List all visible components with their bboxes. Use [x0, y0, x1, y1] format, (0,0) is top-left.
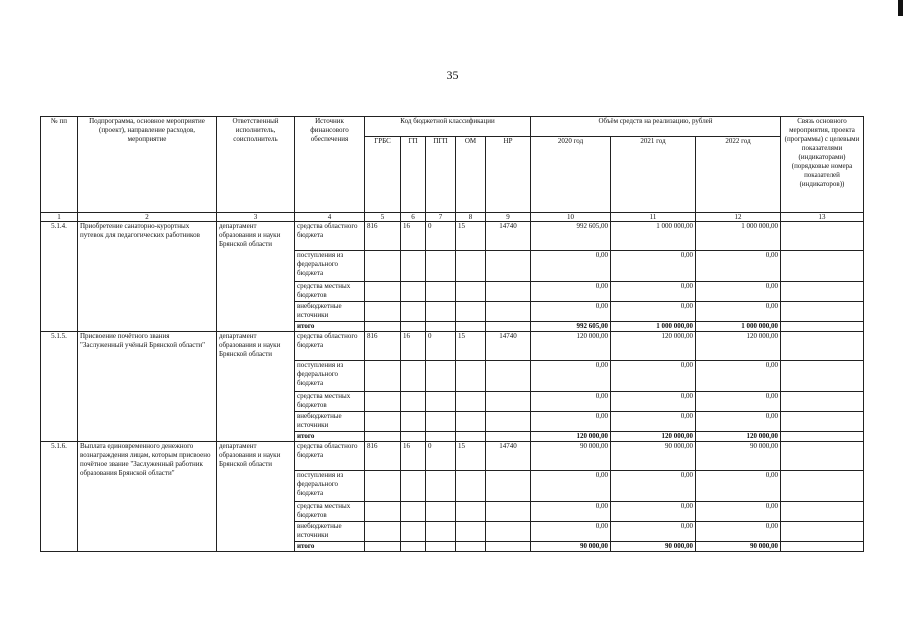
- row-grbs: [365, 282, 401, 302]
- row-om: [456, 432, 486, 442]
- row-pgp: [426, 471, 456, 502]
- row-value-2022: 0,00: [696, 471, 781, 502]
- row-pgp: [426, 322, 456, 332]
- row-gp: [401, 282, 426, 302]
- row-link: [781, 251, 864, 282]
- row-value-2020: 0,00: [531, 412, 611, 432]
- row-nr: [486, 471, 531, 502]
- row-source-name: средства областного бюджета: [295, 332, 365, 361]
- row-om: [456, 471, 486, 502]
- row-gp: 16: [401, 442, 426, 471]
- row-grbs: [365, 302, 401, 322]
- total-value-2022: 90 000,00: [696, 542, 781, 552]
- row-nr: 14740: [486, 442, 531, 471]
- header-volume: Объём средств на реализацию, рублей: [531, 117, 781, 137]
- row-nr: [486, 432, 531, 442]
- row-value-2022: 0,00: [696, 251, 781, 282]
- row-grbs: [365, 542, 401, 552]
- row-link: [781, 361, 864, 392]
- row-gp: [401, 251, 426, 282]
- row-value-2021: 0,00: [611, 471, 696, 502]
- row-grbs: [365, 392, 401, 412]
- row-num: 5.1.6.: [41, 442, 78, 552]
- row-source-name: средства местных бюджетов: [295, 282, 365, 302]
- table-row: [41, 222, 864, 251]
- row-grbs: [365, 471, 401, 502]
- row-om: [456, 542, 486, 552]
- row-value-2021: 0,00: [611, 282, 696, 302]
- header-grbs: ГРБС: [365, 137, 401, 213]
- scan-edge-mark: [898, 0, 903, 16]
- row-value-2020: 120 000,00: [531, 332, 611, 361]
- row-responsible: департамент образования и науки Брянской области: [217, 442, 295, 552]
- row-value-2020: 0,00: [531, 251, 611, 282]
- row-grbs: 816: [365, 222, 401, 251]
- row-om: [456, 322, 486, 332]
- row-pgp: [426, 302, 456, 322]
- row-nr: [486, 282, 531, 302]
- row-link: [781, 432, 864, 442]
- row-pgp: 0: [426, 332, 456, 361]
- row-grbs: [365, 432, 401, 442]
- row-om: [456, 302, 486, 322]
- row-om: [456, 282, 486, 302]
- col-index: 4: [295, 213, 365, 222]
- row-source-name: поступления из федерального бюджета: [295, 361, 365, 392]
- row-om: 15: [456, 442, 486, 471]
- row-gp: [401, 392, 426, 412]
- row-value-2021: 90 000,00: [611, 442, 696, 471]
- row-gp: 16: [401, 222, 426, 251]
- row-value-2021: 0,00: [611, 522, 696, 542]
- row-om: 15: [456, 222, 486, 251]
- row-pgp: [426, 392, 456, 412]
- row-value-2020: 0,00: [531, 471, 611, 502]
- col-index: 12: [696, 213, 781, 222]
- header-num: № пп: [41, 117, 78, 213]
- row-source-name: внебюджетные источники: [295, 522, 365, 542]
- row-value-2021: 1 000 000,00: [611, 222, 696, 251]
- total-value-2020: 90 000,00: [531, 542, 611, 552]
- table-row: [41, 442, 864, 471]
- header-link: Связь основного мероприятия, проекта (программы) с целевыми показателями (индикаторами) (порядковые номера показателей (индикаторов)): [781, 117, 864, 213]
- row-value-2020: 0,00: [531, 282, 611, 302]
- row-nr: [486, 251, 531, 282]
- row-link: [781, 502, 864, 522]
- page-number: 35: [446, 68, 459, 82]
- row-gp: [401, 432, 426, 442]
- row-om: 15: [456, 332, 486, 361]
- header-gp: ГП: [401, 137, 426, 213]
- row-program: Выплата единовременного денежного вознаграждения лицам, которым присвоено почётное звание "Заслуженный работник образования Брянской области": [78, 442, 217, 552]
- row-gp: [401, 522, 426, 542]
- row-nr: 14740: [486, 332, 531, 361]
- row-value-2022: 0,00: [696, 361, 781, 392]
- total-value-2020: 992 605,00: [531, 322, 611, 332]
- row-nr: [486, 412, 531, 432]
- row-value-2022: 1 000 000,00: [696, 222, 781, 251]
- row-om: [456, 412, 486, 432]
- row-link: [781, 332, 864, 361]
- row-grbs: 816: [365, 332, 401, 361]
- header-source: Источник финансового обеспечения: [295, 117, 365, 213]
- col-index: 6: [401, 213, 426, 222]
- row-om: [456, 392, 486, 412]
- row-source-name: внебюджетные источники: [295, 302, 365, 322]
- row-value-2022: 0,00: [696, 502, 781, 522]
- row-link: [781, 322, 864, 332]
- row-value-2022: 90 000,00: [696, 442, 781, 471]
- row-nr: [486, 502, 531, 522]
- row-pgp: [426, 412, 456, 432]
- row-pgp: [426, 522, 456, 542]
- row-grbs: [365, 322, 401, 332]
- total-label: итого: [295, 322, 365, 332]
- row-value-2020: 90 000,00: [531, 442, 611, 471]
- row-nr: [486, 302, 531, 322]
- row-om: [456, 361, 486, 392]
- row-om: [456, 251, 486, 282]
- col-index: 1: [41, 213, 78, 222]
- row-value-2020: 0,00: [531, 361, 611, 392]
- col-index: 3: [217, 213, 295, 222]
- row-gp: [401, 412, 426, 432]
- row-value-2021: 0,00: [611, 392, 696, 412]
- col-index: 9: [486, 213, 531, 222]
- total-value-2021: 1 000 000,00: [611, 322, 696, 332]
- row-pgp: [426, 361, 456, 392]
- total-value-2020: 120 000,00: [531, 432, 611, 442]
- budget-table: [40, 116, 864, 552]
- row-value-2022: 0,00: [696, 392, 781, 412]
- col-index: 11: [611, 213, 696, 222]
- row-link: [781, 222, 864, 251]
- header-year-2022: 2022 год: [696, 137, 781, 213]
- row-value-2020: 0,00: [531, 392, 611, 412]
- row-pgp: [426, 432, 456, 442]
- header-bcc: Код бюджетной классификации: [365, 117, 531, 137]
- row-grbs: [365, 361, 401, 392]
- row-num: 5.1.5.: [41, 332, 78, 442]
- total-label: итого: [295, 542, 365, 552]
- row-value-2021: 0,00: [611, 251, 696, 282]
- row-value-2022: 0,00: [696, 282, 781, 302]
- row-grbs: [365, 522, 401, 542]
- row-grbs: [365, 251, 401, 282]
- row-gp: [401, 542, 426, 552]
- row-link: [781, 282, 864, 302]
- row-gp: [401, 361, 426, 392]
- row-link: [781, 302, 864, 322]
- col-index: 2: [78, 213, 217, 222]
- total-value-2022: 120 000,00: [696, 432, 781, 442]
- row-grbs: [365, 502, 401, 522]
- row-pgp: [426, 502, 456, 522]
- col-index: 5: [365, 213, 401, 222]
- row-program: Присвоение почётного звания "Заслуженный учёный Брянской области": [78, 332, 217, 442]
- total-value-2021: 90 000,00: [611, 542, 696, 552]
- row-value-2020: 992 605,00: [531, 222, 611, 251]
- row-source-name: средства областного бюджета: [295, 442, 365, 471]
- row-nr: [486, 522, 531, 542]
- row-pgp: 0: [426, 222, 456, 251]
- row-value-2021: 0,00: [611, 412, 696, 432]
- header-om: ОМ: [456, 137, 486, 213]
- total-label: итого: [295, 432, 365, 442]
- row-value-2020: 0,00: [531, 502, 611, 522]
- row-num: 5.1.4.: [41, 222, 78, 332]
- col-index: 13: [781, 213, 864, 222]
- row-link: [781, 392, 864, 412]
- row-source-name: средства местных бюджетов: [295, 502, 365, 522]
- col-index: 8: [456, 213, 486, 222]
- header-pgp: ПГП: [426, 137, 456, 213]
- row-gp: [401, 322, 426, 332]
- row-value-2022: 0,00: [696, 412, 781, 432]
- row-nr: 14740: [486, 222, 531, 251]
- row-om: [456, 522, 486, 542]
- row-nr: [486, 392, 531, 412]
- table-row: [41, 332, 864, 361]
- row-pgp: [426, 542, 456, 552]
- row-nr: [486, 542, 531, 552]
- row-responsible: департамент образования и науки Брянской области: [217, 222, 295, 332]
- row-value-2021: 120 000,00: [611, 332, 696, 361]
- header-nr: НР: [486, 137, 531, 213]
- row-link: [781, 442, 864, 471]
- row-source-name: поступления из федерального бюджета: [295, 251, 365, 282]
- header-year-2021: 2021 год: [611, 137, 696, 213]
- row-value-2022: 120 000,00: [696, 332, 781, 361]
- total-value-2022: 1 000 000,00: [696, 322, 781, 332]
- col-index: 7: [426, 213, 456, 222]
- row-pgp: [426, 251, 456, 282]
- row-source-name: поступления из федерального бюджета: [295, 471, 365, 502]
- row-gp: 16: [401, 332, 426, 361]
- row-gp: [401, 471, 426, 502]
- row-value-2021: 0,00: [611, 502, 696, 522]
- row-source-name: внебюджетные источники: [295, 412, 365, 432]
- row-value-2021: 0,00: [611, 361, 696, 392]
- row-source-name: средства местных бюджетов: [295, 392, 365, 412]
- row-pgp: 0: [426, 442, 456, 471]
- row-program: Приобретение санаторно-курортных путевок для педагогических работников: [78, 222, 217, 332]
- row-source-name: средства областного бюджета: [295, 222, 365, 251]
- row-gp: [401, 302, 426, 322]
- header-responsible: Ответственный исполнитель, соисполнитель: [217, 117, 295, 213]
- header-year-2020: 2020 год: [531, 137, 611, 213]
- row-value-2020: 0,00: [531, 522, 611, 542]
- row-value-2022: 0,00: [696, 522, 781, 542]
- row-pgp: [426, 282, 456, 302]
- row-responsible: департамент образования и науки Брянской области: [217, 332, 295, 442]
- row-nr: [486, 361, 531, 392]
- row-value-2022: 0,00: [696, 302, 781, 322]
- row-link: [781, 471, 864, 502]
- row-value-2020: 0,00: [531, 302, 611, 322]
- row-nr: [486, 322, 531, 332]
- col-index: 10: [531, 213, 611, 222]
- header-program: Подпрограмма, основное мероприятие (проект), направление расходов, мероприятие: [78, 117, 217, 213]
- total-value-2021: 120 000,00: [611, 432, 696, 442]
- row-link: [781, 522, 864, 542]
- row-grbs: [365, 412, 401, 432]
- row-value-2021: 0,00: [611, 302, 696, 322]
- row-grbs: 816: [365, 442, 401, 471]
- row-om: [456, 502, 486, 522]
- row-link: [781, 412, 864, 432]
- row-link: [781, 542, 864, 552]
- row-gp: [401, 502, 426, 522]
